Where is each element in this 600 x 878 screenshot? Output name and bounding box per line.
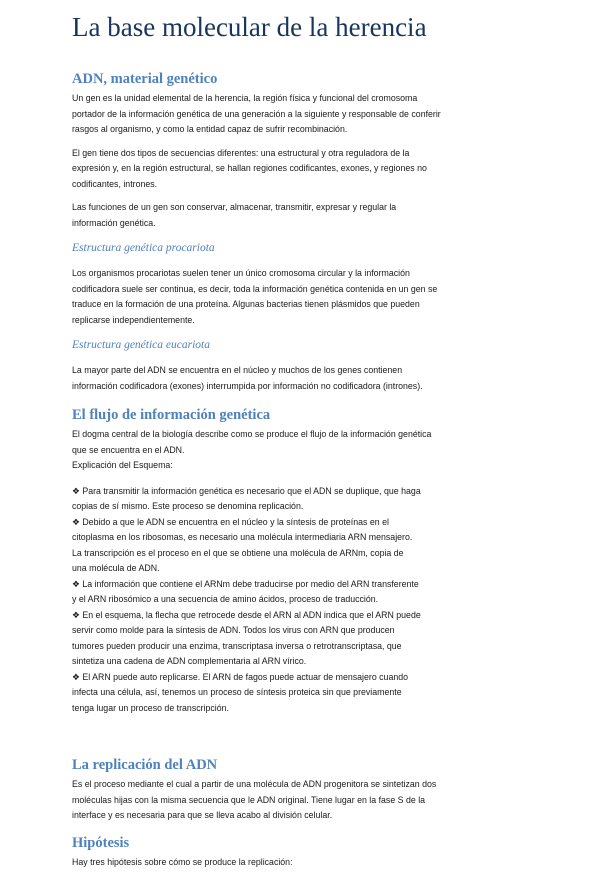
list-item: ❖ La información que contiene el ARNm debe traducirse por medio del ARN transferente [72,578,419,589]
document-title: La base molecular de la herencia [72,12,427,42]
document-page [72,10,542,878]
section-heading-replicacion: La replicación del ADN [72,757,218,773]
list-item: infecta una célula, así, tenemos un proceso de síntesis proteica sin que previamente [72,687,402,697]
list-item: La transcripción es el proceso en el que se obtiene una molécula de ARNm, copia de [72,547,404,558]
list-item: ❖ En el esquema, la flecha que retrocede desde el ARN al ADN indica que el ARN puede [72,609,421,620]
list-item: una molécula de ADN. [72,563,160,573]
paragraph-dogma: El dogma central de la biología describe como se produce el flujo de la información genética que se encuentra en el ADN. Explicación del Esquema: [72,429,432,470]
list-item: ❖ Para transmitir la información genética es necesario que el ADN se duplique, que haga [72,485,421,496]
paragraph-eucariota: La mayor parte del ADN se encuentra en el núcleo y muchos de los genes contienen información codificadora (exones) interrumpida por información no codificadora (intrones). [72,365,423,391]
list-item: citoplasma en los ribosomas, es necesario una molécula intermediaria ARN mensajero. [72,532,413,542]
bullet-list [72,484,542,717]
paragraph-gen-definition: Un gen es la unidad elemental de la herencia, la región física y funcional del cromosoma portador de la información genética de una generación a la siguiente y responsable de conferir rasgos al organismo, y como la entidad capaz de sufrir recombinación. [72,93,441,134]
paragraph-replicacion: Es el proceso mediante el cual a partir de una molécula de ADN progenitora se sintetizan dos moléculas hijas con la misma secuencia que le ADN original. Tiene lugar en la fase S de la interface y es necesaria para que se lleva acabo al división celular. [72,779,437,820]
section-heading-flujo: El flujo de información genética [72,407,271,423]
section-heading-hipotesis: Hipótesis [72,834,130,851]
list-item: servir como molde para la síntesis de ADN. Todos los virus con ARN que producen [72,625,395,635]
paragraph-procariota: Los organismos procariotas suelen tener un único cromosoma circular y la información codificadora suele ser continua, es decir, toda la información genética contenida en un gen se traduce en la formación de una proteína. Algunas bacterias tienen plásmidos que pueden replicarse independientemente. [72,268,438,325]
list-item: copias de sí mismo. Este proceso se denomina replicación. [72,501,304,511]
subheading-eucariota: Estructura genética eucariota [72,339,210,351]
list-item: y el ARN ribosómico a una secuencia de amino ácidos, proceso de traducción. [72,594,379,604]
paragraph-gen-functions: Las funciones de un gen son conservar, almacenar, transmitir, expresar y regular la información genética. [72,202,397,228]
paragraph-hipotesis: Hay tres hipótesis sobre cómo se produce la replicación: [72,856,293,867]
subheading-procariota: Estructura genética procariota [72,242,215,254]
list-item: ❖ El ARN puede auto replicarse. El ARN de fagos puede actuar de mensajero cuando [72,671,409,682]
list-item: tenga lugar un proceso de transcripción. [72,702,229,713]
paragraph-gen-sequences: El gen tiene dos tipos de secuencias diferentes: una estructural y otra reguladora de la expresión y, en la región estructural, se hallan regiones codificantes, exones, y regiones no codificantes, intrones. [72,147,427,189]
list-item: ❖ Debido a que le ADN se encuentra en el núcleo y la síntesis de proteínas en el [72,516,389,527]
section-heading-adn: ADN, material genético [72,71,218,87]
list-item: sintetiza una cadena de ADN complementaria al ARN vírico. [72,656,307,666]
list-item: tumores pueden producir una enzima, transcriptasa inversa o retrotranscriptasa, que [72,640,402,651]
